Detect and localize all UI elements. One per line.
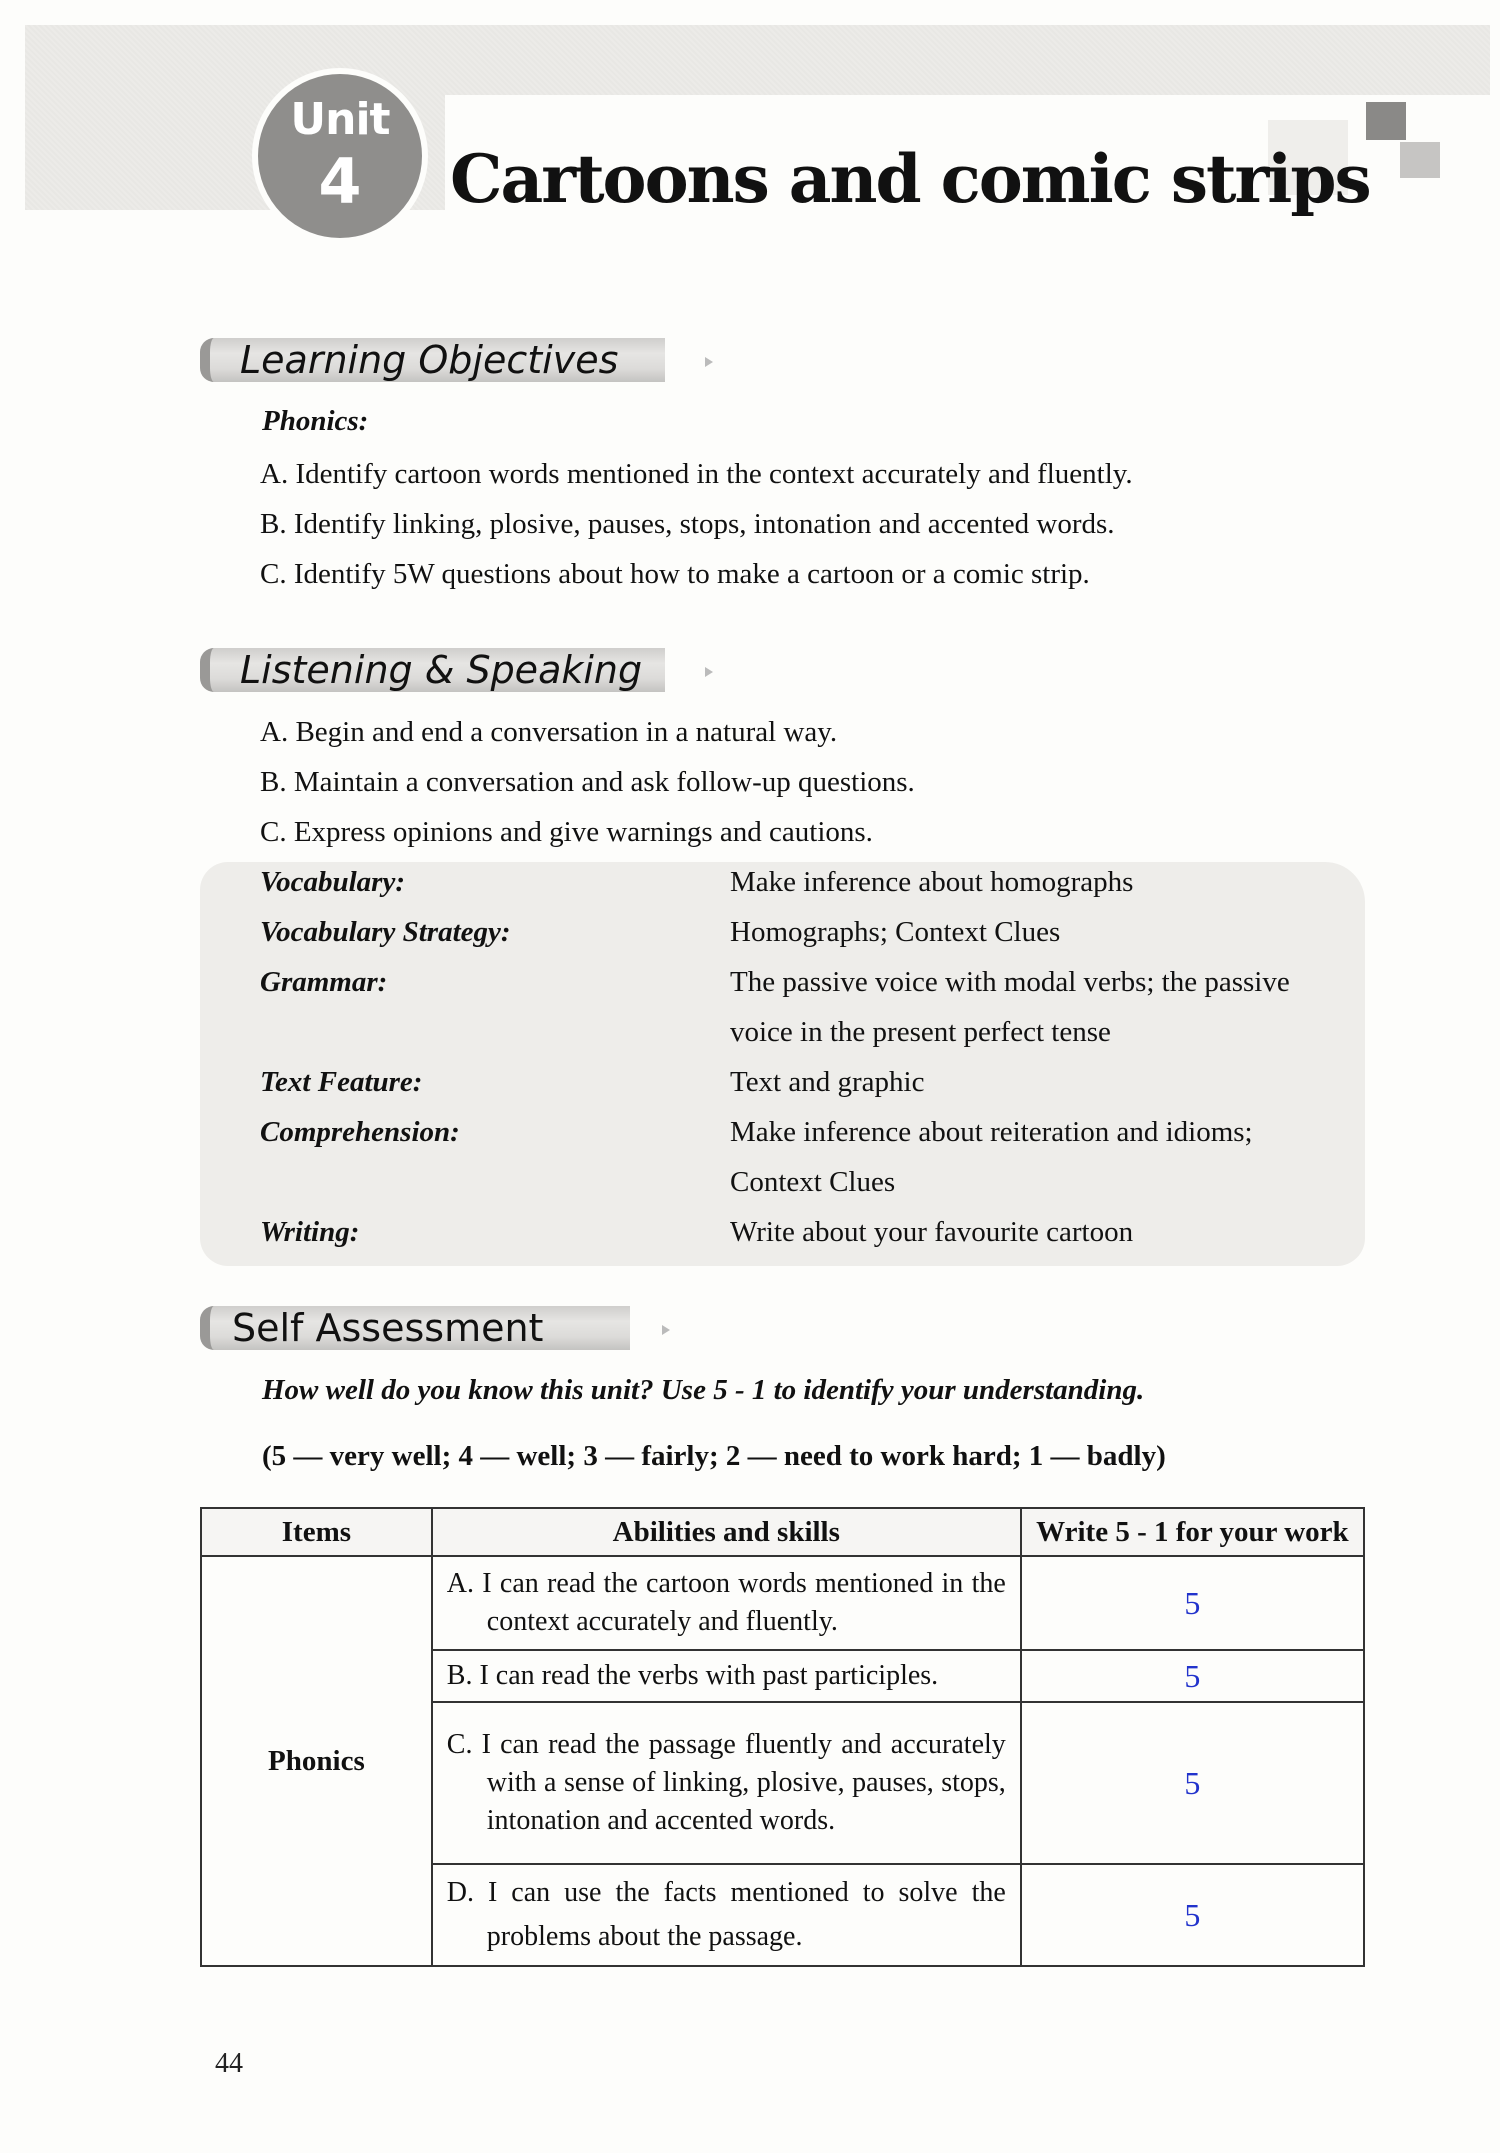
speaking-item: C. Express opinions and give warnings and cautions. (260, 816, 873, 848)
decorative-square-medium (1400, 142, 1440, 178)
table-row (201, 1556, 1364, 1650)
skill-label-text-feature: Text Feature: (260, 1066, 423, 1098)
section-header-learning-objectives (200, 338, 665, 382)
score-cell[interactable]: 5 (1021, 1864, 1364, 1966)
ability-text: B. I can read the verbs with past participles. (446, 1660, 939, 1691)
self-assessment-table (200, 1507, 1365, 1967)
column-header-abilities: Abilities and skills (432, 1508, 1021, 1556)
unit-badge (252, 68, 428, 244)
skill-value-cont: Context Clues (730, 1166, 896, 1198)
column-header-items: Items (201, 1508, 432, 1556)
arrow-icon (705, 667, 713, 677)
skill-value: The passive voice with modal verbs; the passive (730, 966, 1290, 998)
skill-value: Homographs; Context Clues (730, 916, 1061, 948)
skill-label-vocabulary: Vocabulary: (260, 866, 405, 898)
skill-value-cont: voice in the present perfect tense (730, 1016, 1111, 1048)
section-heading: Self Assessment (232, 1306, 544, 1350)
score-cell[interactable]: 5 (1021, 1702, 1364, 1864)
score-cell[interactable]: 5 (1021, 1556, 1364, 1650)
skill-value: Write about your favourite cartoon (730, 1216, 1134, 1248)
skill-value: Text and graphic (730, 1066, 925, 1098)
section-heading: Listening & Speaking (240, 648, 643, 692)
ability-cell (432, 1650, 1021, 1702)
unit-number: 4 (318, 145, 362, 218)
page-title: Cartoons and comic strips (450, 140, 1370, 218)
skill-label-comprehension: Comprehension: (260, 1116, 460, 1148)
section-header-listening-speaking (200, 648, 665, 692)
unit-word: Unit (290, 94, 390, 145)
objective-item: B. Identify linking, plosive, pauses, stops, intonation and accented words. (260, 508, 1115, 540)
skill-value: Make inference about reiteration and idioms; (730, 1116, 1253, 1148)
arrow-icon (662, 1325, 670, 1335)
assessment-scale: (5 — very well; 4 — well; 3 — fairly; 2 — need to work hard; 1 — badly) (262, 1440, 1166, 1472)
skill-label-writing: Writing: (260, 1216, 360, 1248)
section-header-self-assessment (200, 1306, 630, 1350)
phonics-label: Phonics: (262, 405, 369, 437)
ability-cell (432, 1556, 1021, 1650)
skill-value: Make inference about homographs (730, 866, 1134, 898)
page-number: 44 (215, 2048, 243, 2079)
table-header-row (201, 1508, 1364, 1556)
ability-cell (432, 1864, 1021, 1966)
column-header-score: Write 5 - 1 for your work (1021, 1508, 1364, 1556)
skill-label-grammar: Grammar: (260, 966, 388, 998)
ability-text: D. I can use the facts mentioned to solve the problems about the passage. (446, 1877, 1006, 1952)
skill-label-vocabulary-strategy: Vocabulary Strategy: (260, 916, 511, 948)
objective-item: C. Identify 5W questions about how to make a cartoon or a comic strip. (260, 558, 1090, 590)
item-cell-phonics: Phonics (201, 1556, 432, 1966)
speaking-item: B. Maintain a conversation and ask follow-up questions. (260, 766, 915, 798)
ability-cell (432, 1702, 1021, 1864)
objective-item: A. Identify cartoon words mentioned in the context accurately and fluently. (260, 458, 1133, 490)
decorative-square-dark (1366, 102, 1406, 140)
score-cell[interactable]: 5 (1021, 1650, 1364, 1702)
arrow-icon (705, 357, 713, 367)
section-heading: Learning Objectives (240, 338, 619, 382)
ability-text: C. I can read the passage fluently and accurately with a sense of linking, plosive, pauses, stops, intonation and accented words. (446, 1729, 1006, 1836)
speaking-item: A. Begin and end a conversation in a natural way. (260, 716, 838, 748)
assessment-question: How well do you know this unit? Use 5 - 1 to identify your understanding. (262, 1374, 1145, 1406)
ability-text: A. I can read the cartoon words mentioned in the context accurately and fluently. (446, 1568, 1006, 1637)
